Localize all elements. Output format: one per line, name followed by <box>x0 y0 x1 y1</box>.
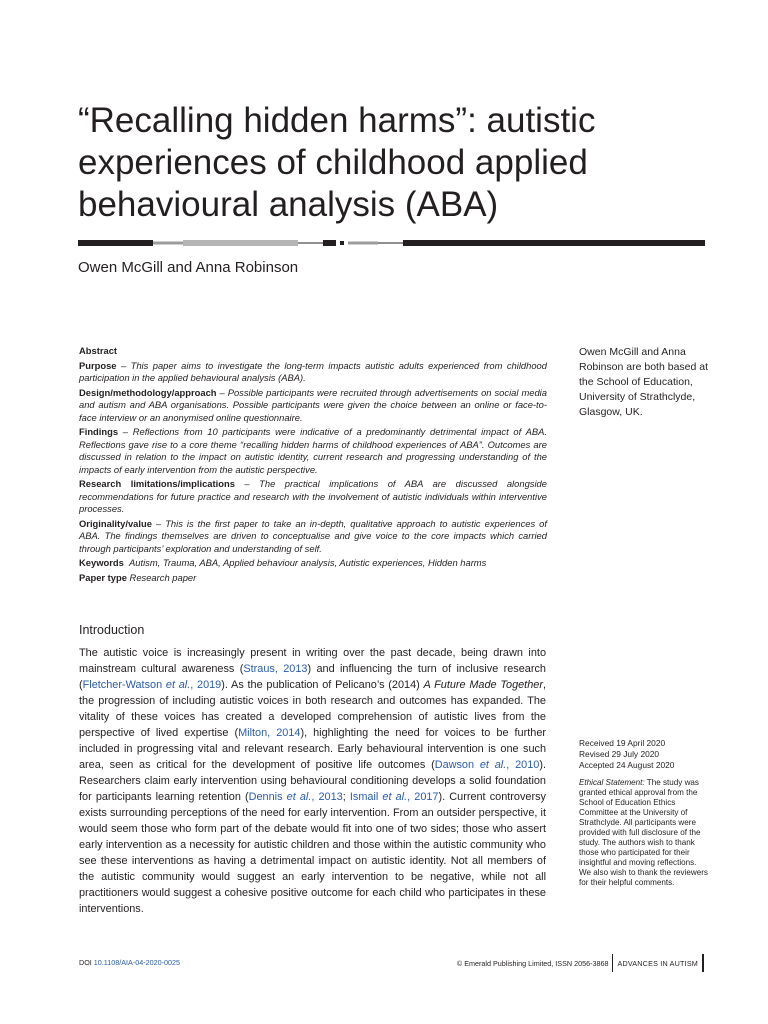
footer-separator <box>612 954 613 972</box>
footer-doi: DOI 10.1108/AIA-04-2020-0025 <box>79 958 180 967</box>
abstract <box>79 345 547 586</box>
introduction-heading: Introduction <box>79 623 145 637</box>
abstract-heading: Abstract <box>79 345 118 356</box>
originality-label: Originality/value <box>79 517 152 529</box>
book-title: A Future Made Together <box>423 679 543 691</box>
citation-ismail[interactable]: Ismail et al., 2017 <box>349 791 439 803</box>
footer-publisher <box>457 954 704 972</box>
revised-date: Revised 29 July 2020 <box>579 748 660 759</box>
citation-straus[interactable]: Straus, 2013 <box>243 663 308 675</box>
doi-link[interactable]: 10.1108/AIA-04-2020-0025 <box>93 958 180 967</box>
citation-dawson[interactable]: Dawson et al., 2010 <box>434 759 540 771</box>
paper-type-text: Research paper <box>129 571 197 583</box>
citation-milton[interactable]: Milton, 2014 <box>238 727 301 739</box>
ethics-text: The study was granted ethical approval from the School of Education Ethics Committee at the University of Strathclyde. All participants were provided with full disclosure of the study. The authors wish to thank those who participated for their insightful and moving reflections. We also wish to thank the reviewers for their helpful comments. <box>579 778 708 887</box>
author-affiliation: Owen McGill and Anna Robinson are both based at the School of Education, University of Strathclyde, Glasgow, UK. <box>579 346 709 418</box>
citation-dennis[interactable]: Dennis et al., 2013 <box>248 791 343 803</box>
footer-bar <box>702 954 704 972</box>
ethical-statement <box>579 778 709 888</box>
introduction-paragraph: The autistic voice is increasingly present in writing over the past decade, being drawn into mainstream cultural awareness (Straus, 2013) and influencing the turn of inclusive research (Fletcher-Watson et al., 2019). As the publication of Pelicano’s (2014) A Future Made Together, the progression of including autistic voices in both research and outcomes has expanded. The vitality of these voices has created a developed comprehension of autistic lives from the perspective of lived expertise (Milton, 2014), highlighting the need for voices to be further included in progressing vital and relevant research. Early behavioural intervention is one such area, seen as critical for the development of positive life outcomes (Dawson et al., 2010). Researchers claim early intervention using behavioural conditioning develops a solid foundation for participants learning retention (Dennis et al., 2013; Ismail et al., 2017). Current controversy exists surrounding perceptions of the need for early intervention. From an outsider perspective, it would seem those who form part of the debate would fit into one of two sides; those who assert early intervention as a necessity for autistic children and those within the autistic community who see these interventions as having a detrimental impact on autistic identity. Not all members of the autistic community would suggest an early intervention to be negative, while not all practitioners would suggest a cohesive positive outcome for each child who participates in these interventions. <box>79 647 547 915</box>
design-text: Possible participants were recruited through advertisements on social media and autism and ABA organisations. Possible participants were given the choice between an online or face-to-face interview or an anonymised online questionnaire. <box>79 386 547 423</box>
publisher-text: © Emerald Publishing Limited, ISSN 2056-3868 <box>456 958 609 968</box>
article-dates <box>579 738 709 770</box>
paper-type-label: Paper type <box>79 571 127 583</box>
article-title: “Recalling hidden harms”: autistic experiences of childhood applied behavioural analysis (ABA) <box>78 101 596 224</box>
keywords-text: Autism, Trauma, ABA, Applied behaviour analysis, Autistic experiences, Hidden harms <box>129 557 487 568</box>
authors: Owen McGill and Anna Robinson <box>78 259 299 276</box>
findings-text: Reflections from 10 participants were indicative of a predominantly detrimental impact of ABA. Reflections gave rise to a core theme “recalling hidden harms of childhood experiences of ABA”. Outcomes are discussed in relation to the impact on autistic identity, current research and progressing understanding of the impacts of early intervention from the autistic perspective. <box>79 426 547 475</box>
abstract-keywords <box>79 557 547 570</box>
originality-text: This is the first paper to take an in-depth, qualitative approach to autistic experiences of ABA. The findings themselves are driven to conceptualise and give voice to the core impacts which carried through participants’ exploration and understanding of self. <box>79 517 547 554</box>
accepted-date: Accepted 24 August 2020 <box>579 759 675 770</box>
abstract-originality: Originality/value – This is the first paper to take an in-depth, qualitative approach to autistic experiences of ABA. The findings themselves are driven to conceptualise and give voice to the core impacts which carried through participants’ exploration and understanding of self. <box>79 517 547 554</box>
decorative-rule <box>78 240 705 246</box>
purpose-label: Purpose <box>79 359 117 371</box>
keywords-label: Keywords <box>79 557 124 568</box>
purpose-text: This paper aims to investigate the long-term impacts autistic adults experienced from childhood participation in the applied behavioural analysis (ABA). <box>79 359 547 383</box>
journal-name: ADVANCES IN AUTISM <box>617 958 698 968</box>
citation-fletcher-watson[interactable]: Fletcher-Watson et al., 2019 <box>82 679 222 691</box>
abstract-findings: Findings – Reflections from 10 participants were indicative of a predominantly detrimental impact of ABA. Reflections gave rise to a core theme “recalling hidden harms of childhood experiences of ABA”. Outcomes are discussed in relation to the impact on autistic identity, current research and progressing understanding of the impacts of early intervention from the autistic perspective. <box>79 426 547 475</box>
design-label: Design/methodology/approach <box>79 386 217 398</box>
abstract-limitations: Research limitations/implications – The practical implications of ABA are discussed alongside recommendations for future practice and research with the involvement of autistic individuals within interventive processes. <box>79 478 547 514</box>
received-date: Received 19 April 2020 <box>579 738 666 748</box>
abstract-paper-type <box>79 572 547 585</box>
abstract-design: Design/methodology/approach – Possible participants were recruited through advertisements on social media and autism and ABA organisations. Possible participants were given the choice between an online or face-to-face interview or an anonymised online questionnaire. <box>79 386 547 423</box>
limitations-label: Research limitations/implications <box>79 478 235 489</box>
abstract-purpose: Purpose – This paper aims to investigate the long-term impacts autistic adults experienced from childhood participation in the applied behavioural analysis (ABA). <box>79 359 547 383</box>
ethics-label: Ethical Statement: <box>579 778 645 787</box>
findings-label: Findings <box>79 426 119 437</box>
limitations-text: The practical implications of ABA are discussed alongside recommendations for future practice and research with the involvement of autistic individuals within interventive processes. <box>79 478 547 514</box>
